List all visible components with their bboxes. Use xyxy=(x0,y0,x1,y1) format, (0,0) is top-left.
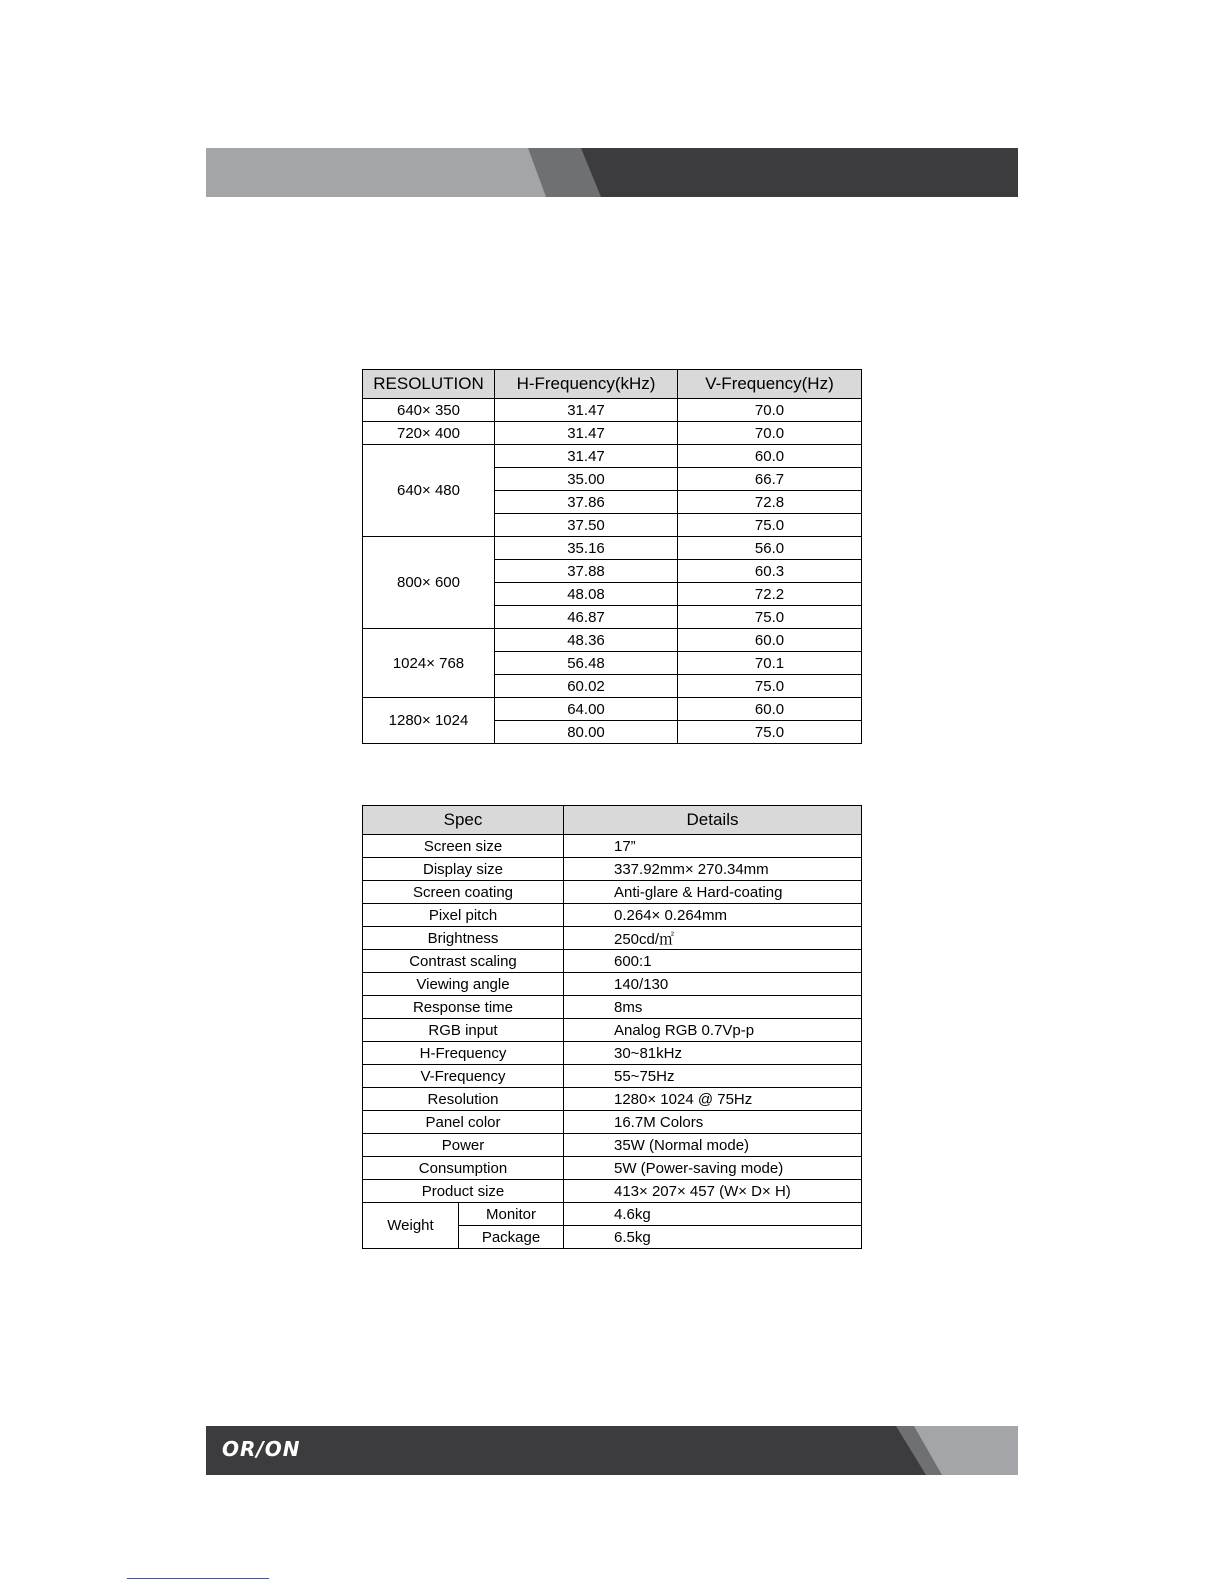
spec-label-cell: Viewing angle xyxy=(363,973,564,996)
h-frequency-cell: 80.00 xyxy=(495,721,678,744)
table-row xyxy=(363,1088,862,1111)
spec-detail-cell: Anti-glare & Hard-coating xyxy=(564,881,862,904)
v-frequency-cell: 60.0 xyxy=(678,445,862,468)
v-frequency-cell: 75.0 xyxy=(678,514,862,537)
spec-label-cell: Resolution xyxy=(363,1088,564,1111)
spec-detail-cell: 600:1 xyxy=(564,950,862,973)
frequency-header-row xyxy=(363,370,862,399)
weight-sub-cell: Package xyxy=(459,1226,564,1249)
h-frequency-cell: 48.36 xyxy=(495,629,678,652)
table-row xyxy=(363,927,862,950)
header-details: Details xyxy=(564,806,862,835)
header-resolution: RESOLUTION xyxy=(363,370,495,399)
header-spec: Spec xyxy=(363,806,564,835)
v-frequency-cell: 60.3 xyxy=(678,560,862,583)
weight-sub-cell: Monitor xyxy=(459,1203,564,1226)
table-row xyxy=(363,399,862,422)
h-frequency-cell: 31.47 xyxy=(495,445,678,468)
v-frequency-cell: 66.7 xyxy=(678,468,862,491)
table-row xyxy=(363,950,862,973)
spec-detail-cell: 17” xyxy=(564,835,862,858)
table-row xyxy=(363,858,862,881)
table-row xyxy=(363,422,862,445)
spec-detail-cell: 30~81kHz xyxy=(564,1042,862,1065)
frequency-table-body xyxy=(363,399,862,744)
spec-label-cell: Pixel pitch xyxy=(363,904,564,927)
v-frequency-cell: 56.0 xyxy=(678,537,862,560)
resolution-cell: 640× 480 xyxy=(363,445,495,537)
footer-band xyxy=(206,1426,1018,1475)
h-frequency-cell: 56.48 xyxy=(495,652,678,675)
table-row xyxy=(363,881,862,904)
table-row xyxy=(363,1203,862,1226)
v-frequency-cell: 75.0 xyxy=(678,721,862,744)
table-row xyxy=(363,904,862,927)
footer-band-shape xyxy=(206,1426,1018,1475)
spec-detail-cell: 6.5kg xyxy=(564,1226,862,1249)
table-row xyxy=(363,698,862,721)
h-frequency-cell: 48.08 xyxy=(495,583,678,606)
h-frequency-cell: 37.86 xyxy=(495,491,678,514)
table-row xyxy=(363,1111,862,1134)
header-h-frequency: H-Frequency(kHz) xyxy=(495,370,678,399)
h-frequency-cell: 60.02 xyxy=(495,675,678,698)
spec-table-body xyxy=(363,835,862,1249)
table-row xyxy=(363,1180,862,1203)
resolution-cell: 800× 600 xyxy=(363,537,495,629)
table-row xyxy=(363,1019,862,1042)
spec-header-row xyxy=(363,806,862,835)
h-frequency-cell: 37.88 xyxy=(495,560,678,583)
spec-label-cell: H-Frequency xyxy=(363,1042,564,1065)
spec-label-cell: Display size xyxy=(363,858,564,881)
v-frequency-cell: 72.2 xyxy=(678,583,862,606)
v-frequency-cell: 60.0 xyxy=(678,629,862,652)
spec-label-cell: Screen coating xyxy=(363,881,564,904)
spec-label-cell: Consumption xyxy=(363,1157,564,1180)
spec-detail-cell: 0.264× 0.264mm xyxy=(564,904,862,927)
spec-detail-cell: 5W (Power-saving mode) xyxy=(564,1157,862,1180)
table-row xyxy=(363,1042,862,1065)
spec-table xyxy=(362,805,862,1249)
table-row xyxy=(363,537,862,560)
spec-detail-cell: 337.92mm× 270.34mm xyxy=(564,858,862,881)
resolution-cell: 640× 350 xyxy=(363,399,495,422)
spec-detail-cell: 1280× 1024 @ 75Hz xyxy=(564,1088,862,1111)
h-frequency-cell: 35.16 xyxy=(495,537,678,560)
weight-label-cell: Weight xyxy=(363,1203,459,1249)
spec-label-cell: Response time xyxy=(363,996,564,1019)
spec-label-cell: Screen size xyxy=(363,835,564,858)
v-frequency-cell: 60.0 xyxy=(678,698,862,721)
spec-detail-cell: 4.6kg xyxy=(564,1203,862,1226)
table-row xyxy=(363,996,862,1019)
spec-label-cell: Product size xyxy=(363,1180,564,1203)
spec-label-cell: Brightness xyxy=(363,927,564,950)
header-band xyxy=(206,148,1018,197)
v-frequency-cell: 70.0 xyxy=(678,422,862,445)
header-v-frequency: V-Frequency(Hz) xyxy=(678,370,862,399)
spec-detail-cell: 35W (Normal mode) xyxy=(564,1134,862,1157)
page-edge-line xyxy=(127,1578,269,1579)
spec-detail-cell: 8ms xyxy=(564,996,862,1019)
spec-detail-cell: Analog RGB 0.7Vp-p xyxy=(564,1019,862,1042)
orion-logo: OR/ON xyxy=(222,1437,301,1461)
table-row xyxy=(363,835,862,858)
spec-detail-cell: 140/130 xyxy=(564,973,862,996)
table-row xyxy=(363,445,862,468)
h-frequency-cell: 31.47 xyxy=(495,422,678,445)
spec-detail-cell: 16.7M Colors xyxy=(564,1111,862,1134)
resolution-cell: 1024× 768 xyxy=(363,629,495,698)
spec-label-cell: V-Frequency xyxy=(363,1065,564,1088)
resolution-cell: 720× 400 xyxy=(363,422,495,445)
spec-label-cell: Panel color xyxy=(363,1111,564,1134)
h-frequency-cell: 35.00 xyxy=(495,468,678,491)
table-row xyxy=(363,1134,862,1157)
v-frequency-cell: 75.0 xyxy=(678,675,862,698)
spec-label-cell: Power xyxy=(363,1134,564,1157)
resolution-cell: 1280× 1024 xyxy=(363,698,495,744)
table-row xyxy=(363,1157,862,1180)
table-row xyxy=(363,629,862,652)
table-row xyxy=(363,1065,862,1088)
h-frequency-cell: 31.47 xyxy=(495,399,678,422)
v-frequency-cell: 75.0 xyxy=(678,606,862,629)
spec-label-cell: Contrast scaling xyxy=(363,950,564,973)
h-frequency-cell: 46.87 xyxy=(495,606,678,629)
h-frequency-cell: 64.00 xyxy=(495,698,678,721)
spec-detail-cell: 55~75Hz xyxy=(564,1065,862,1088)
frequency-table xyxy=(362,369,862,744)
h-frequency-cell: 37.50 xyxy=(495,514,678,537)
v-frequency-cell: 70.1 xyxy=(678,652,862,675)
v-frequency-cell: 72.8 xyxy=(678,491,862,514)
spec-label-cell: RGB input xyxy=(363,1019,564,1042)
v-frequency-cell: 70.0 xyxy=(678,399,862,422)
spec-detail-cell: 250cd/㎡ xyxy=(564,927,862,950)
table-row xyxy=(363,973,862,996)
spec-detail-cell: 413× 207× 457 (W× D× H) xyxy=(564,1180,862,1203)
